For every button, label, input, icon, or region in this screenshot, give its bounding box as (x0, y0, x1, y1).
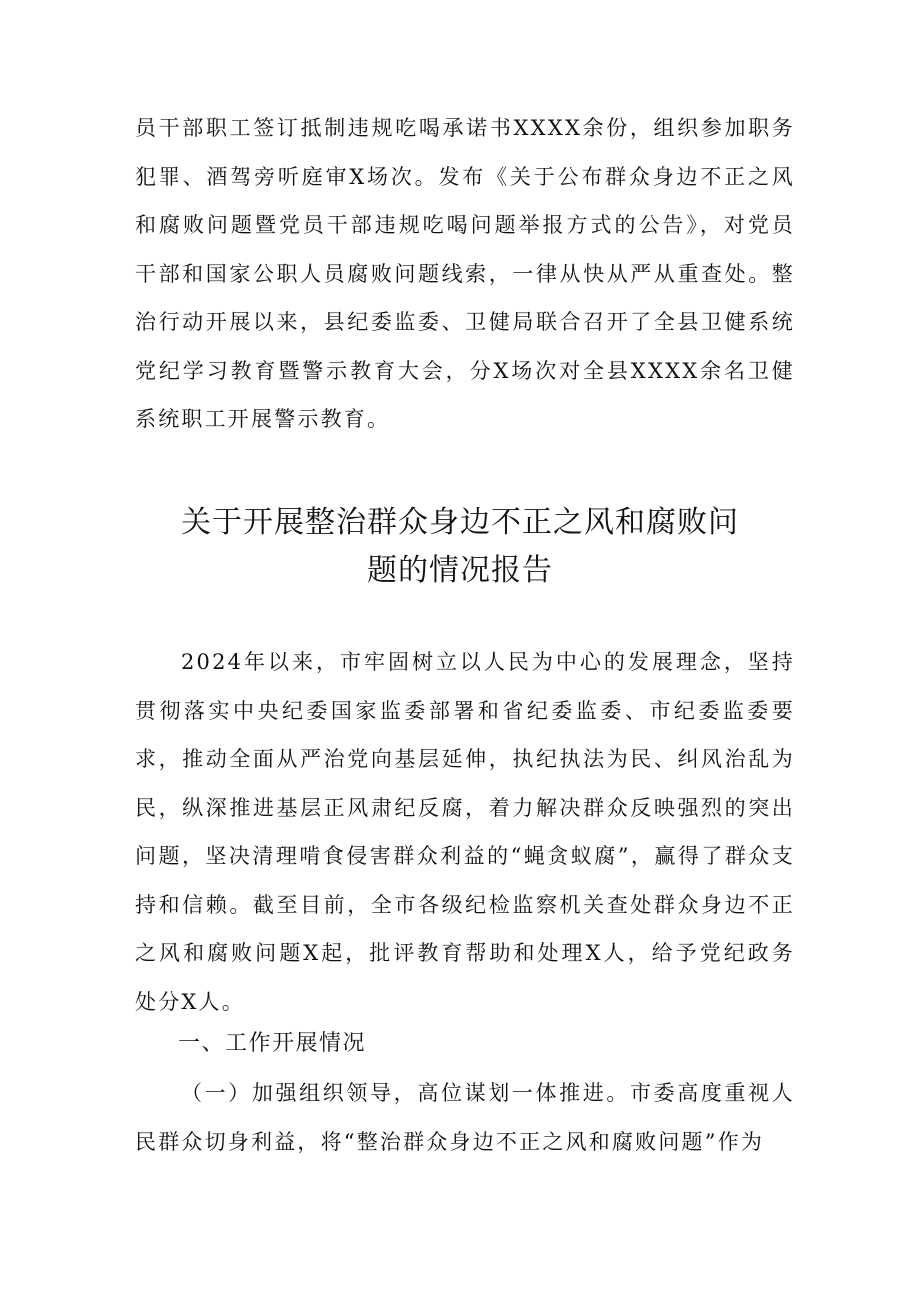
report-title-line-2: 题的情况报告 (367, 553, 553, 588)
section-1-paragraph: （一）加强组织领导，高位谋划一体推进。市委高度重视人民群众切身利益，将“整治群众身边不正之风和腐败问题”作为 (135, 1081, 795, 1154)
report-title-line-1: 关于开展整治群众身边不正之风和腐败问 (181, 505, 739, 540)
summary-paragraph: 2024年以来，市牢固树立以人民为中心的发展理念，坚持贯彻落实中央纪委国家监委部署和省纪委监委、市纪委监委要求，推动全面从严治党向基层延伸，执纪执法为民、纠风治乱为民，纵深推进基层正风肃纪反腐，着力解决群众反映强烈的突出问题，坚决清理啃食侵害群众利益的“蝇贪蚁腐”，赢得了群众支持和信赖。截至目前，全市各级纪检监察机关查处群众身边不正之风和腐败问题X起，批评教育帮助和处理X人，给予党纪政务处分X人。 (135, 650, 795, 1014)
report-title (140, 499, 780, 595)
intro-paragraph: 员干部职工签订抵制违规吃喝承诺书XXXX余份，组织参加职务犯罪、酒驾旁听庭审X场次。发布《关于公布群众身边不正之风和腐败问题暨党员干部违规吃喝问题举报方式的公告》，对党员干部和国家公职人员腐败问题线索，一律从快从严从重查处。整治行动开展以来，县纪委监委、卫健局联合召开了全县卫健系统党纪学习教育暨警示教育大会，分X场次对全县XXXX余名卫健系统职工开展警示教育。 (135, 116, 795, 431)
section-heading-work-progress: 一、工作开展情况 (178, 1031, 367, 1056)
